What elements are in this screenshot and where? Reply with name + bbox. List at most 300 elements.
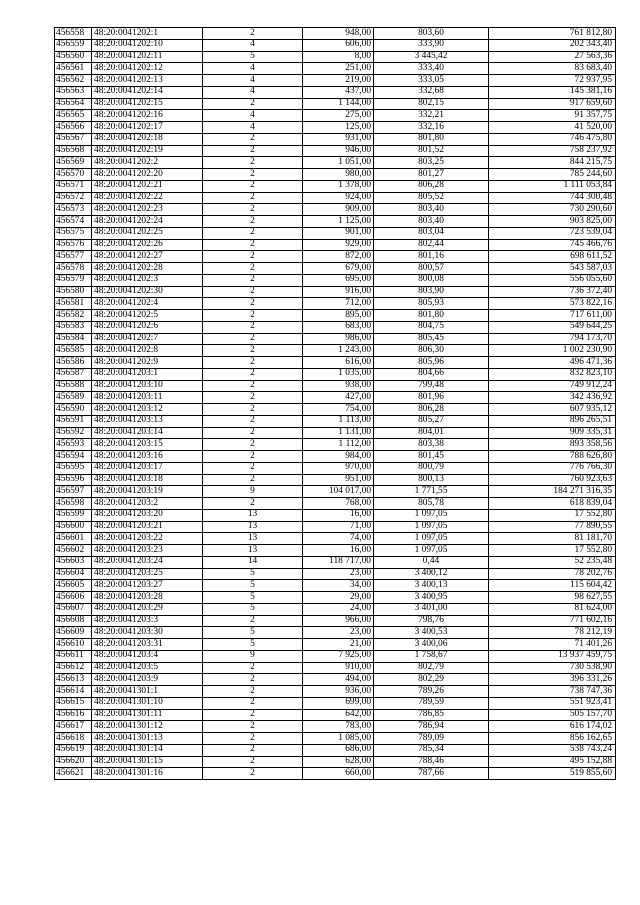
row-number-cell: 456600 [55,521,92,533]
table-row [55,545,616,557]
row-number-cell: 456597 [55,486,92,498]
specific-value-cell: 799,48 [374,380,489,392]
cadastral-value-cell: 145 381,16 [489,86,616,98]
area-value-cell: 929,00 [303,239,374,251]
specific-value-cell: 804,66 [374,368,489,380]
cadastral-number-cell: 48:20:0041202:16 [92,110,203,122]
area-value-cell: 946,00 [303,145,374,157]
type-code-cell: 2 [203,345,303,357]
cadastral-number-cell: 48:20:0041203:21 [92,521,203,533]
table-row [55,286,616,298]
specific-value-cell: 3 400,12 [374,568,489,580]
cadastral-value-cell: 202 343,40 [489,39,616,51]
type-code-cell: 2 [203,686,303,698]
cadastral-number-cell: 48:20:0041202:4 [92,298,203,310]
type-code-cell: 4 [203,75,303,87]
area-value-cell: 1 113,00 [303,415,374,427]
area-value-cell: 7 925,00 [303,650,374,662]
type-code-cell: 2 [203,251,303,263]
table-row [55,216,616,228]
type-code-cell: 4 [203,39,303,51]
area-value-cell: 118 717,00 [303,556,374,568]
specific-value-cell: 3 445,42 [374,51,489,63]
specific-value-cell: 802,44 [374,239,489,251]
row-number-cell: 456596 [55,474,92,486]
row-number-cell: 456599 [55,509,92,521]
row-number-cell: 456616 [55,709,92,721]
area-value-cell: 916,00 [303,286,374,298]
table-row [55,603,616,615]
area-value-cell: 695,00 [303,274,374,286]
cadastral-number-cell: 48:20:0041202:15 [92,98,203,110]
cadastral-value-cell: 746 475,80 [489,133,616,145]
table-row [55,662,616,674]
row-number-cell: 456577 [55,251,92,263]
area-value-cell: 1 125,00 [303,216,374,228]
cadastral-number-cell: 48:20:0041203:2 [92,498,203,510]
type-code-cell: 2 [203,192,303,204]
cadastral-number-cell: 48:20:0041202:17 [92,122,203,134]
row-number-cell: 456607 [55,603,92,615]
type-code-cell: 2 [203,227,303,239]
cadastral-number-cell: 48:20:0041203:24 [92,556,203,568]
cadastral-number-cell: 48:20:0041202:10 [92,39,203,51]
cadastral-value-cell: 896 265,51 [489,415,616,427]
specific-value-cell: 803,90 [374,286,489,298]
type-code-cell: 5 [203,603,303,615]
cadastral-value-cell: 78 212,19 [489,627,616,639]
cadastral-value-table [54,27,616,780]
specific-value-cell: 803,60 [374,28,489,40]
table-row [55,486,616,498]
area-value-cell: 895,00 [303,310,374,322]
cadastral-value-cell: 98 627,55 [489,592,616,604]
table-row [55,133,616,145]
type-code-cell: 2 [203,274,303,286]
table-row [55,263,616,275]
cadastral-number-cell: 48:20:0041301:12 [92,721,203,733]
area-value-cell: 966,00 [303,615,374,627]
table-row [55,157,616,169]
area-value-cell: 219,00 [303,75,374,87]
area-value-cell: 984,00 [303,451,374,463]
table-row [55,28,616,40]
cadastral-number-cell: 48:20:0041202:18 [92,133,203,145]
area-value-cell: 660,00 [303,768,374,780]
type-code-cell: 2 [203,333,303,345]
area-value-cell: 251,00 [303,63,374,75]
cadastral-number-cell: 48:20:0041202:13 [92,75,203,87]
table-row [55,521,616,533]
cadastral-value-cell: 13 937 459,75 [489,650,616,662]
type-code-cell: 4 [203,122,303,134]
row-number-cell: 456566 [55,122,92,134]
row-number-cell: 456583 [55,321,92,333]
table-row [55,415,616,427]
row-number-cell: 456617 [55,721,92,733]
specific-value-cell: 801,16 [374,251,489,263]
area-value-cell: 74,00 [303,533,374,545]
cadastral-value-cell: 81 181,70 [489,533,616,545]
area-value-cell: 616,00 [303,357,374,369]
cadastral-number-cell: 48:20:0041202:20 [92,169,203,181]
area-value-cell: 754,00 [303,404,374,416]
specific-value-cell: 806,28 [374,180,489,192]
type-code-cell: 13 [203,533,303,545]
row-number-cell: 456621 [55,768,92,780]
specific-value-cell: 786,85 [374,709,489,721]
type-code-cell: 13 [203,509,303,521]
type-code-cell: 5 [203,580,303,592]
cadastral-value-cell: 77 890,55 [489,521,616,533]
area-value-cell: 437,00 [303,86,374,98]
cadastral-number-cell: 48:20:0041202:30 [92,286,203,298]
area-value-cell: 951,00 [303,474,374,486]
type-code-cell: 13 [203,521,303,533]
cadastral-value-cell: 1 002 230,90 [489,345,616,357]
cadastral-number-cell: 48:20:0041203:9 [92,674,203,686]
type-code-cell: 2 [203,368,303,380]
cadastral-value-cell: 744 300,48 [489,192,616,204]
area-value-cell: 23,00 [303,627,374,639]
type-code-cell: 2 [203,498,303,510]
cadastral-value-cell: 844 215,75 [489,157,616,169]
area-value-cell: 1 243,00 [303,345,374,357]
row-number-cell: 456576 [55,239,92,251]
table-row [55,709,616,721]
table-row [55,509,616,521]
area-value-cell: 494,00 [303,674,374,686]
table-row [55,86,616,98]
area-value-cell: 686,00 [303,744,374,756]
cadastral-value-cell: 78 202,76 [489,568,616,580]
row-number-cell: 456579 [55,274,92,286]
row-number-cell: 456586 [55,357,92,369]
cadastral-value-cell: 745 466,76 [489,239,616,251]
row-number-cell: 456575 [55,227,92,239]
cadastral-number-cell: 48:20:0041203:19 [92,486,203,498]
cadastral-number-cell: 48:20:0041202:23 [92,204,203,216]
row-number-cell: 456584 [55,333,92,345]
type-code-cell: 5 [203,592,303,604]
cadastral-value-cell: 730 538,90 [489,662,616,674]
cadastral-value-cell: 342 436,92 [489,392,616,404]
specific-value-cell: 801,45 [374,451,489,463]
specific-value-cell: 333,05 [374,75,489,87]
cadastral-number-cell: 48:20:0041203:13 [92,415,203,427]
type-code-cell: 2 [203,380,303,392]
specific-value-cell: 805,96 [374,357,489,369]
area-value-cell: 872,00 [303,251,374,263]
table-row [55,474,616,486]
specific-value-cell: 786,94 [374,721,489,733]
row-number-cell: 456573 [55,204,92,216]
cadastral-number-cell: 48:20:0041203:28 [92,592,203,604]
type-code-cell: 4 [203,63,303,75]
cadastral-value-cell: 41 520,00 [489,122,616,134]
specific-value-cell: 1 097,05 [374,545,489,557]
area-value-cell: 1 051,00 [303,157,374,169]
table-row [55,615,616,627]
cadastral-number-cell: 48:20:0041202:9 [92,357,203,369]
table-row [55,568,616,580]
type-code-cell: 2 [203,298,303,310]
cadastral-number-cell: 48:20:0041202:14 [92,86,203,98]
table-row [55,298,616,310]
type-code-cell: 2 [203,733,303,745]
cadastral-number-cell: 48:20:0041202:24 [92,216,203,228]
row-number-cell: 456558 [55,28,92,40]
specific-value-cell: 800,57 [374,263,489,275]
cadastral-value-cell: 738 747,36 [489,686,616,698]
cadastral-number-cell: 48:20:0041301:13 [92,733,203,745]
table-row [55,380,616,392]
specific-value-cell: 332,21 [374,110,489,122]
specific-value-cell: 800,79 [374,462,489,474]
row-number-cell: 456572 [55,192,92,204]
type-code-cell: 2 [203,98,303,110]
table-row [55,274,616,286]
table-row [55,686,616,698]
specific-value-cell: 1 097,05 [374,509,489,521]
cadastral-number-cell: 48:20:0041202:25 [92,227,203,239]
table-row [55,592,616,604]
cadastral-number-cell: 48:20:0041202:6 [92,321,203,333]
specific-value-cell: 332,16 [374,122,489,134]
row-number-cell: 456589 [55,392,92,404]
type-code-cell: 2 [203,662,303,674]
type-code-cell: 2 [203,169,303,181]
specific-value-cell: 789,26 [374,686,489,698]
area-value-cell: 1 035,00 [303,368,374,380]
type-code-cell: 2 [203,133,303,145]
row-number-cell: 456609 [55,627,92,639]
row-number-cell: 456592 [55,427,92,439]
row-number-cell: 456587 [55,368,92,380]
specific-value-cell: 3 400,13 [374,580,489,592]
cadastral-value-cell: 794 173,70 [489,333,616,345]
row-number-cell: 456582 [55,310,92,322]
area-value-cell: 970,00 [303,462,374,474]
type-code-cell: 2 [203,697,303,709]
type-code-cell: 9 [203,486,303,498]
cadastral-number-cell: 48:20:0041203:30 [92,627,203,639]
area-value-cell: 8,00 [303,51,374,63]
cadastral-number-cell: 48:20:0041202:11 [92,51,203,63]
area-value-cell: 29,00 [303,592,374,604]
cadastral-number-cell: 48:20:0041202:7 [92,333,203,345]
table-row [55,721,616,733]
cadastral-value-cell: 1 111 053,84 [489,180,616,192]
area-value-cell: 16,00 [303,545,374,557]
type-code-cell: 4 [203,86,303,98]
specific-value-cell: 3 401,00 [374,603,489,615]
specific-value-cell: 803,25 [374,157,489,169]
cadastral-value-cell: 551 923,41 [489,697,616,709]
row-number-cell: 456606 [55,592,92,604]
row-number-cell: 456588 [55,380,92,392]
cadastral-value-cell: 832 823,10 [489,368,616,380]
table-row [55,498,616,510]
row-number-cell: 456580 [55,286,92,298]
area-value-cell: 931,00 [303,133,374,145]
type-code-cell: 2 [203,427,303,439]
cadastral-value-cell: 723 539,04 [489,227,616,239]
area-value-cell: 901,00 [303,227,374,239]
area-value-cell: 936,00 [303,686,374,698]
cadastral-value-cell: 72 937,95 [489,75,616,87]
cadastral-value-cell: 893 358,56 [489,439,616,451]
area-value-cell: 642,00 [303,709,374,721]
cadastral-value-cell: 730 290,60 [489,204,616,216]
row-number-cell: 456581 [55,298,92,310]
row-number-cell: 456593 [55,439,92,451]
type-code-cell: 2 [203,357,303,369]
area-value-cell: 427,00 [303,392,374,404]
type-code-cell: 2 [203,216,303,228]
table-row [55,110,616,122]
table-row [55,650,616,662]
type-code-cell: 2 [203,415,303,427]
cadastral-value-cell: 749 912,24 [489,380,616,392]
specific-value-cell: 1 758,67 [374,650,489,662]
specific-value-cell: 0,44 [374,556,489,568]
row-number-cell: 456610 [55,639,92,651]
cadastral-number-cell: 48:20:0041301:10 [92,697,203,709]
type-code-cell: 2 [203,204,303,216]
specific-value-cell: 804,75 [374,321,489,333]
cadastral-number-cell: 48:20:0041301:15 [92,756,203,768]
cadastral-number-cell: 48:20:0041202:3 [92,274,203,286]
cadastral-value-cell: 717 611,00 [489,310,616,322]
row-number-cell: 456563 [55,86,92,98]
type-code-cell: 2 [203,310,303,322]
specific-value-cell: 1 097,05 [374,533,489,545]
cadastral-number-cell: 48:20:0041203:23 [92,545,203,557]
type-code-cell: 2 [203,768,303,780]
type-code-cell: 5 [203,568,303,580]
specific-value-cell: 805,45 [374,333,489,345]
cadastral-number-cell: 48:20:0041203:10 [92,380,203,392]
cadastral-number-cell: 48:20:0041202:8 [92,345,203,357]
row-number-cell: 456604 [55,568,92,580]
row-number-cell: 456595 [55,462,92,474]
cadastral-value-cell: 736 372,40 [489,286,616,298]
cadastral-value-cell: 115 604,42 [489,580,616,592]
cadastral-number-cell: 48:20:0041203:11 [92,392,203,404]
row-number-cell: 456618 [55,733,92,745]
row-number-cell: 456605 [55,580,92,592]
specific-value-cell: 788,46 [374,756,489,768]
cadastral-number-cell: 48:20:0041202:22 [92,192,203,204]
table-row [55,122,616,134]
cadastral-value-cell: 856 162,65 [489,733,616,745]
area-value-cell: 16,00 [303,509,374,521]
cadastral-value-cell: 91 357,75 [489,110,616,122]
cadastral-number-cell: 48:20:0041203:14 [92,427,203,439]
row-number-cell: 456574 [55,216,92,228]
table-row [55,63,616,75]
cadastral-number-cell: 48:20:0041202:21 [92,180,203,192]
row-number-cell: 456619 [55,744,92,756]
type-code-cell: 2 [203,474,303,486]
row-number-cell: 456615 [55,697,92,709]
row-number-cell: 456614 [55,686,92,698]
specific-value-cell: 332,68 [374,86,489,98]
area-value-cell: 909,00 [303,204,374,216]
table-body [55,28,616,780]
table-row [55,756,616,768]
row-number-cell: 456564 [55,98,92,110]
cadastral-value-cell: 917 659,60 [489,98,616,110]
table-row [55,321,616,333]
cadastral-value-cell: 771 602,16 [489,615,616,627]
row-number-cell: 456608 [55,615,92,627]
specific-value-cell: 1 771,55 [374,486,489,498]
specific-value-cell: 805,27 [374,415,489,427]
cadastral-number-cell: 48:20:0041203:17 [92,462,203,474]
specific-value-cell: 803,40 [374,216,489,228]
cadastral-number-cell: 48:20:0041202:28 [92,263,203,275]
cadastral-number-cell: 48:20:0041203:25 [92,568,203,580]
specific-value-cell: 803,04 [374,227,489,239]
cadastral-value-cell: 760 923,63 [489,474,616,486]
specific-value-cell: 801,27 [374,169,489,181]
table-row [55,768,616,780]
table-row [55,357,616,369]
area-value-cell: 1 131,00 [303,427,374,439]
row-number-cell: 456613 [55,674,92,686]
cadastral-value-cell: 505 157,70 [489,709,616,721]
type-code-cell: 2 [203,615,303,627]
area-value-cell: 768,00 [303,498,374,510]
row-number-cell: 456612 [55,662,92,674]
cadastral-value-cell: 71 401,26 [489,639,616,651]
specific-value-cell: 804,01 [374,427,489,439]
area-value-cell: 679,00 [303,263,374,275]
specific-value-cell: 801,80 [374,133,489,145]
cadastral-value-cell: 618 839,04 [489,498,616,510]
row-number-cell: 456591 [55,415,92,427]
specific-value-cell: 802,79 [374,662,489,674]
specific-value-cell: 789,09 [374,733,489,745]
cadastral-number-cell: 48:20:0041203:1 [92,368,203,380]
area-value-cell: 910,00 [303,662,374,674]
cadastral-value-cell: 17 552,80 [489,509,616,521]
specific-value-cell: 333,40 [374,63,489,75]
table-row [55,427,616,439]
cadastral-value-cell: 785 244,60 [489,169,616,181]
cadastral-number-cell: 48:20:0041202:26 [92,239,203,251]
row-number-cell: 456603 [55,556,92,568]
specific-value-cell: 801,52 [374,145,489,157]
cadastral-number-cell: 48:20:0041202:27 [92,251,203,263]
row-number-cell: 456602 [55,545,92,557]
table-row [55,674,616,686]
row-number-cell: 456578 [55,263,92,275]
cadastral-number-cell: 48:20:0041203:29 [92,603,203,615]
type-code-cell: 2 [203,239,303,251]
specific-value-cell: 803,40 [374,204,489,216]
row-number-cell: 456601 [55,533,92,545]
type-code-cell: 2 [203,321,303,333]
row-number-cell: 456562 [55,75,92,87]
type-code-cell: 2 [203,451,303,463]
cadastral-number-cell: 48:20:0041301:11 [92,709,203,721]
area-value-cell: 980,00 [303,169,374,181]
cadastral-value-cell: 52 235,48 [489,556,616,568]
cadastral-number-cell: 48:20:0041203:18 [92,474,203,486]
